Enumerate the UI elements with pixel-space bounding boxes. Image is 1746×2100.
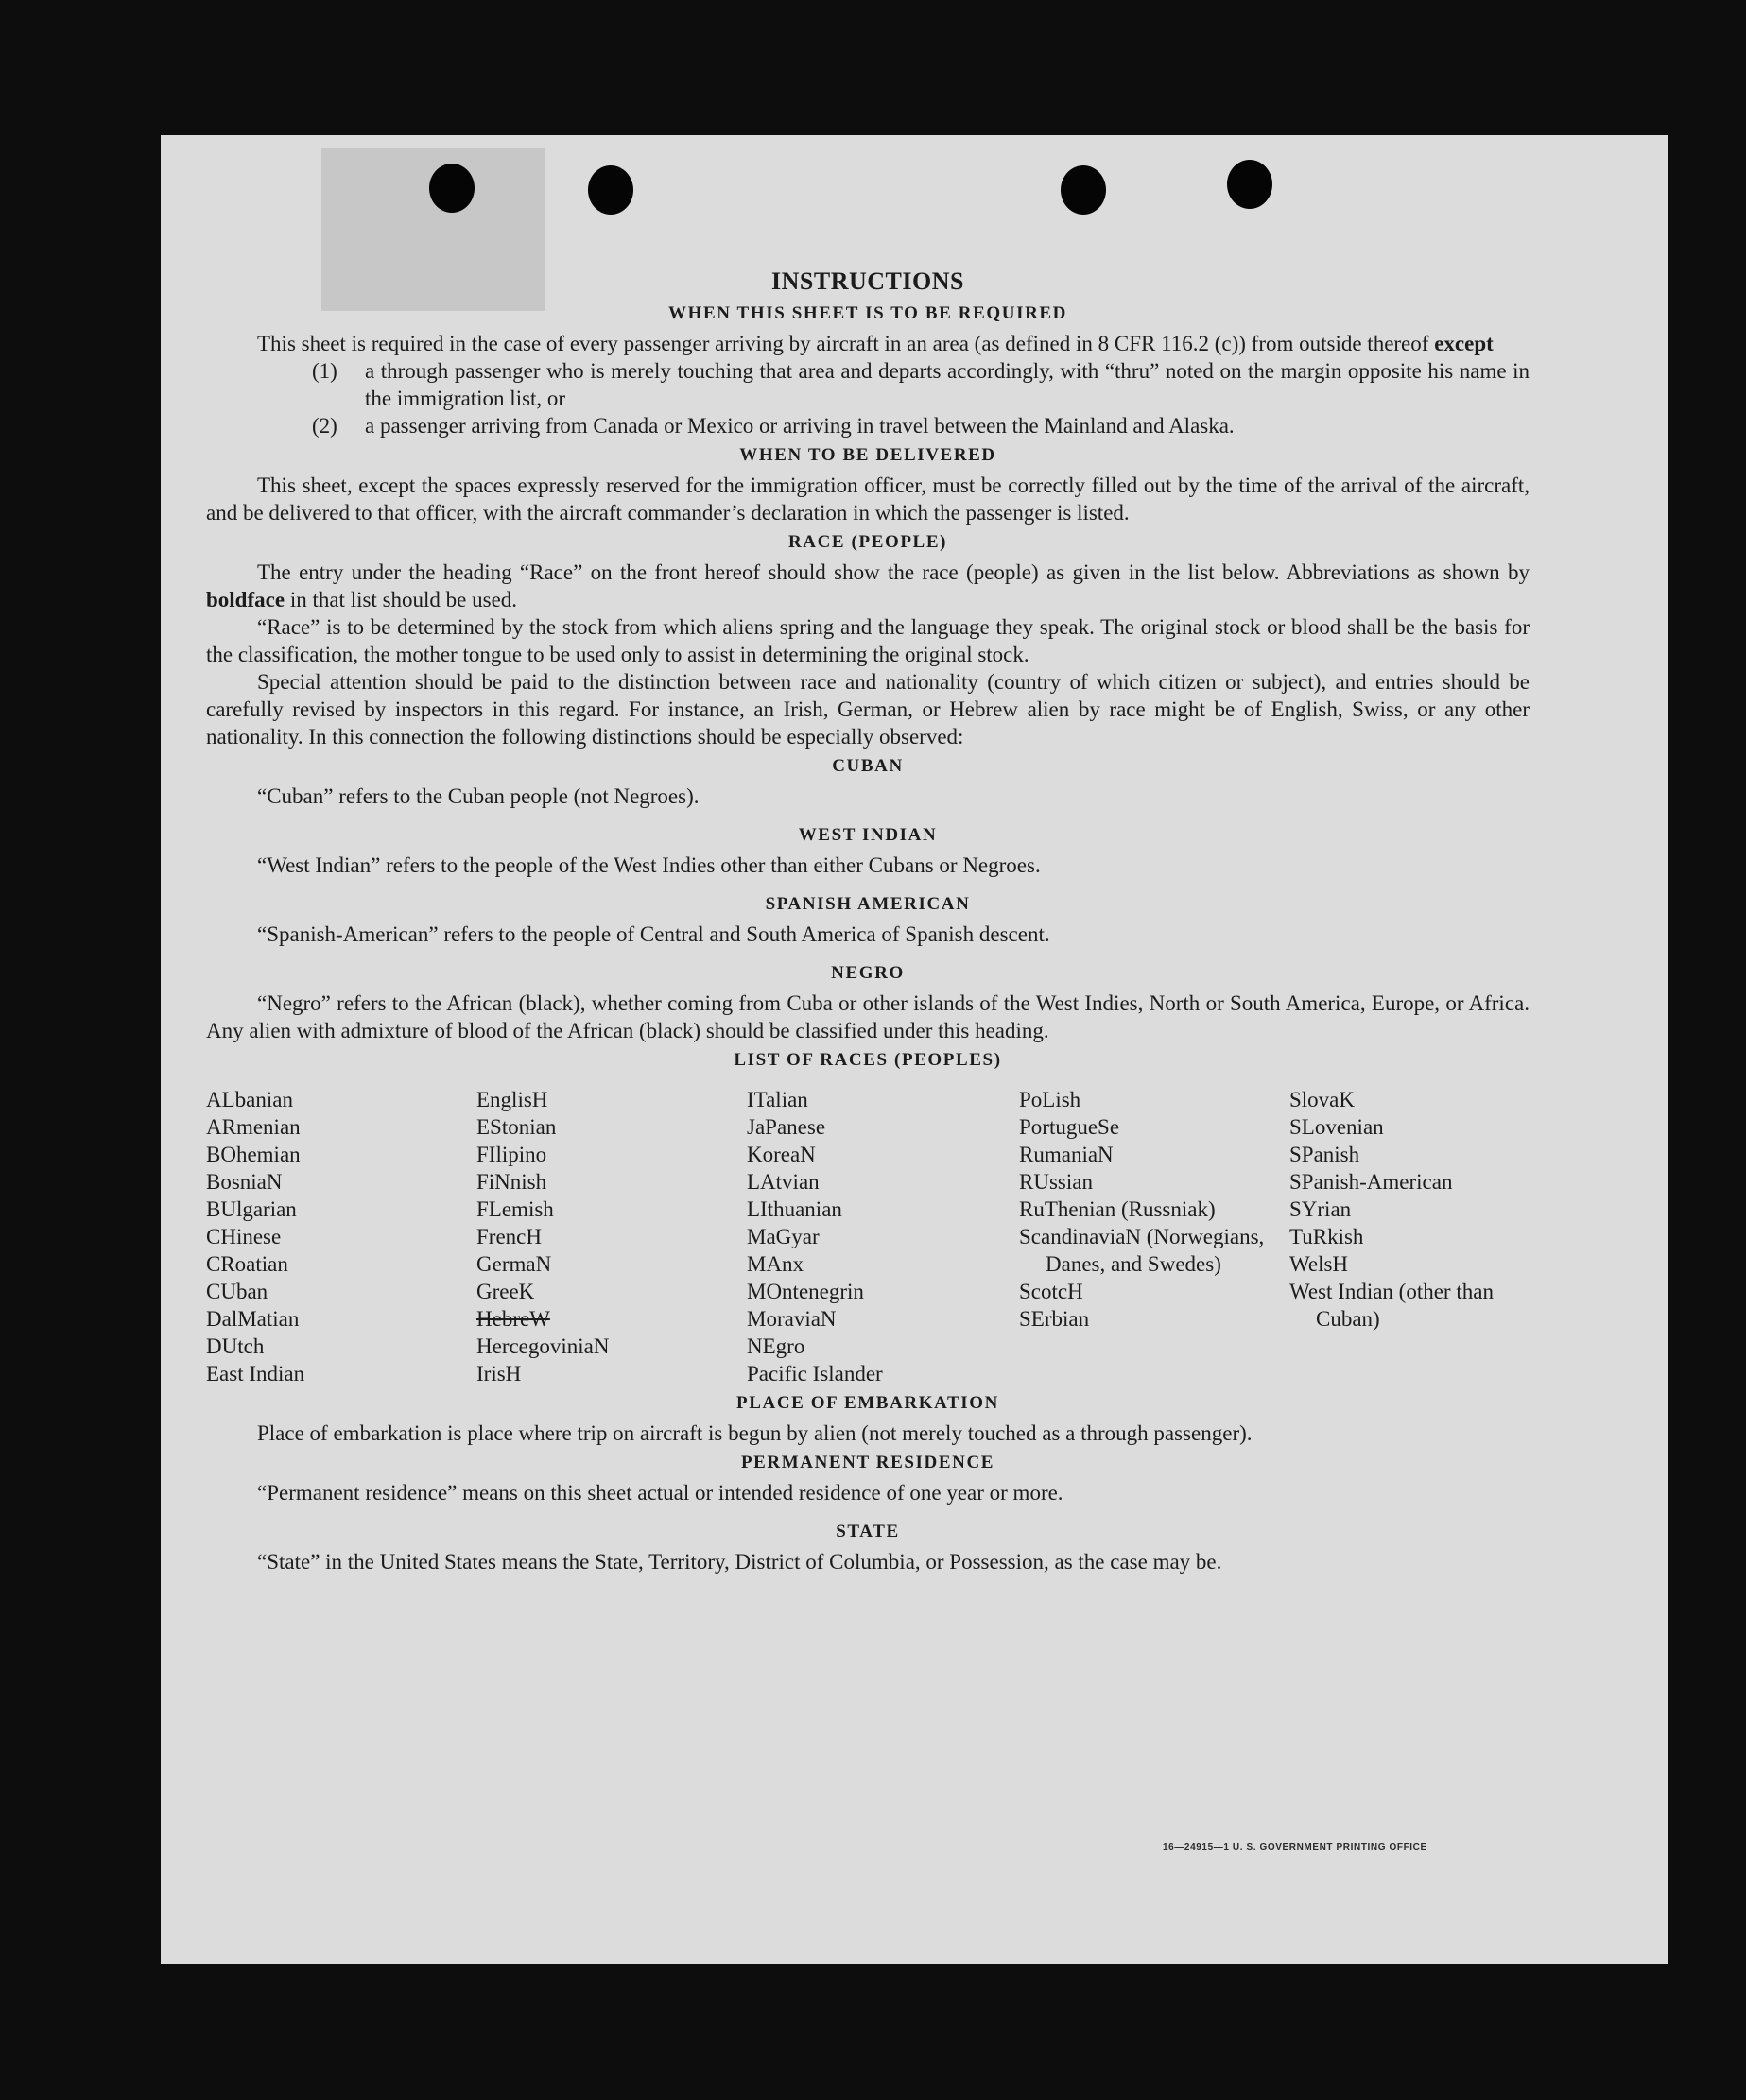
heading-negro: NEGRO [831,963,905,983]
race-item: BUlgarian [206,1197,297,1221]
race-item: LAtvian [747,1170,820,1194]
cuban-text: “Cuban” refers to the Cuban people (not Negroes). [257,784,700,808]
race-p1-bold: boldface [206,588,285,611]
race-item: WelsH [1289,1252,1349,1276]
race-item: SPanish [1289,1143,1360,1166]
race-item: Pacific Islander [747,1362,883,1386]
punch-hole [1061,165,1106,215]
punch-hole [1227,160,1272,209]
race-item: SlovaK [1289,1088,1355,1111]
race-paragraph-3: Special attention should be paid to the distinction between race and nationality (country of which citizen or subject), and entries should be carefully revised by inspectors in this regard. For instance, an Irish, German, or Hebrew alien by race might be of English, Swiss, or any other nationality. In this connection the following distinctions should be especially observed: [206,670,1530,749]
intro-bold: except [1434,332,1494,355]
race-item: IrisH [476,1362,522,1386]
races-column [747,1086,1019,1387]
list-item [312,412,1530,439]
heading-west-indian: WEST INDIAN [798,825,938,845]
heading-cuban: CUBAN [832,756,904,776]
races-list [206,1086,1530,1387]
when-delivered-text: This sheet, except the spaces expressly reserved for the immigration officer, must be correctly filled out by the time of the arrival of the aircraft, and be delivered to that officer, with the aircraft commander’s declaration in which the passenger is listed. [206,473,1530,525]
race-item: MAnx [747,1252,804,1276]
race-item: HebreW [476,1307,550,1331]
race-item: FLemish [476,1197,554,1221]
race-item: HercegoviniaN [476,1334,610,1358]
heading-spanish-american: SPANISH AMERICAN [765,894,971,914]
negro-text: “Negro” refers to the African (black), whether coming from Cuba or other islands of the West Indies, North or South America, Europe, or Africa. Any alien with admixture of blood of the African (black) should be classified under this heading. [206,991,1530,1042]
state-text: “State” in the United States means the State, Territory, District of Columbia, or Possession, as the case may be. [257,1550,1222,1574]
race-item: DUtch [206,1334,265,1358]
list-item [312,357,1530,412]
race-item: JaPanese [747,1115,826,1139]
race-item: CUban [206,1280,268,1303]
heading-embarkation: PLACE OF EMBARKATION [736,1393,999,1413]
race-item: ALbanian [206,1088,293,1111]
heading-race: RACE (PEOPLE) [787,532,948,552]
race-item: MOntenegrin [747,1280,864,1303]
race-item: ScandinaviaN (Norwegians, Danes, and Swedes) [1019,1225,1265,1276]
race-item: FiNnish [476,1170,547,1194]
race-item: MaGyar [747,1225,820,1248]
instruction-sheet [161,135,1668,1964]
race-p1-a: The entry under the heading “Race” on the front hereof should show the race (people) as given in the list below. Abbreviations as shown by [257,560,1530,584]
punch-hole [429,164,475,213]
heading-when-delivered: WHEN TO BE DELIVERED [739,445,996,465]
race-item: GreeK [476,1280,535,1303]
race-item: GermaN [476,1252,552,1276]
west-indian-text: “West Indian” refers to the people of the West Indies other than either Cubans or Negroes. [257,853,1041,877]
race-item: West Indian (other than Cuban) [1289,1280,1494,1331]
races-column [206,1086,476,1387]
race-item: RumaniaN [1019,1143,1114,1166]
item-number: (2) [312,414,337,438]
race-item: SLovenian [1289,1115,1384,1139]
race-item: FrencH [476,1225,542,1248]
race-item: RUssian [1019,1170,1093,1194]
race-item: SPanish-American [1289,1170,1453,1194]
race-item: East Indian [206,1362,305,1386]
race-item: RuThenian (Russniak) [1019,1197,1216,1221]
race-item: SErbian [1019,1307,1090,1331]
race-item: CHinese [206,1225,282,1248]
race-item: PoLish [1019,1088,1081,1111]
race-item: LIthuanian [747,1197,842,1221]
residence-text: “Permanent residence” means on this sheet actual or intended residence of one year or more. [257,1481,1063,1505]
instructions-body [206,267,1530,1575]
race-paragraph-1 [206,559,1530,613]
race-paragraph-2: “Race” is to be determined by the stock from which aliens spring and the language they speak. The original stock or blood shall be the basis for the classification, the mother tongue to be used only to assist in determining the original stock. [206,615,1530,666]
race-item: FIlipino [476,1143,547,1166]
race-item: EStonian [476,1115,557,1139]
race-item: KoreaN [747,1143,816,1166]
races-column [476,1086,747,1387]
race-item: CRoatian [206,1252,288,1276]
race-item: SYrian [1289,1197,1352,1221]
race-item: BOhemian [206,1143,301,1166]
race-item: ITalian [747,1088,808,1111]
race-item: PortugueSe [1019,1115,1120,1139]
race-item: TuRkish [1289,1225,1364,1248]
embarkation-text: Place of embarkation is place where trip on aircraft is begun by alien (not merely touched as a through passenger). [257,1421,1253,1445]
race-item: ARmenian [206,1115,301,1139]
page-title: INSTRUCTIONS [771,267,964,295]
race-item: BosniaN [206,1170,283,1194]
spanish-american-text: “Spanish-American” refers to the people of Central and South America of Spanish descent. [257,922,1050,946]
race-item: DalMatian [206,1307,300,1331]
heading-list-of-races: LIST OF RACES (PEOPLES) [734,1050,1002,1070]
race-p1-b: in that list should be used. [289,588,518,611]
race-item: ScotcH [1019,1280,1083,1303]
item-number: (1) [312,359,337,383]
item-text: a passenger arriving from Canada or Mexico or arriving in travel between the Mainland and Alaska. [365,414,1235,438]
race-item: MoraviaN [747,1307,837,1331]
heading-permanent-residence: PERMANENT RESIDENCE [740,1453,995,1472]
races-column [1289,1086,1530,1387]
race-item: NEgro [747,1334,805,1358]
race-item: EnglisH [476,1088,548,1111]
item-text: a through passenger who is merely touching that area and departs accordingly, with “thru” noted on the margin opposite his name in the immigration list, or [365,359,1530,410]
printer-mark: 16—24915—1 U. S. GOVERNMENT PRINTING OFFICE [1163,1842,1427,1852]
when-required-intro [206,330,1530,357]
races-column [1019,1086,1289,1387]
punch-hole [588,165,633,215]
heading-when-required: WHEN THIS SHEET IS TO BE REQUIRED [667,303,1068,323]
heading-state: STATE [836,1522,900,1541]
intro-text: This sheet is required in the case of every passenger arriving by aircraft in an area (as defined in 8 CFR 116.2 (c)) from outside thereof [257,332,1429,355]
